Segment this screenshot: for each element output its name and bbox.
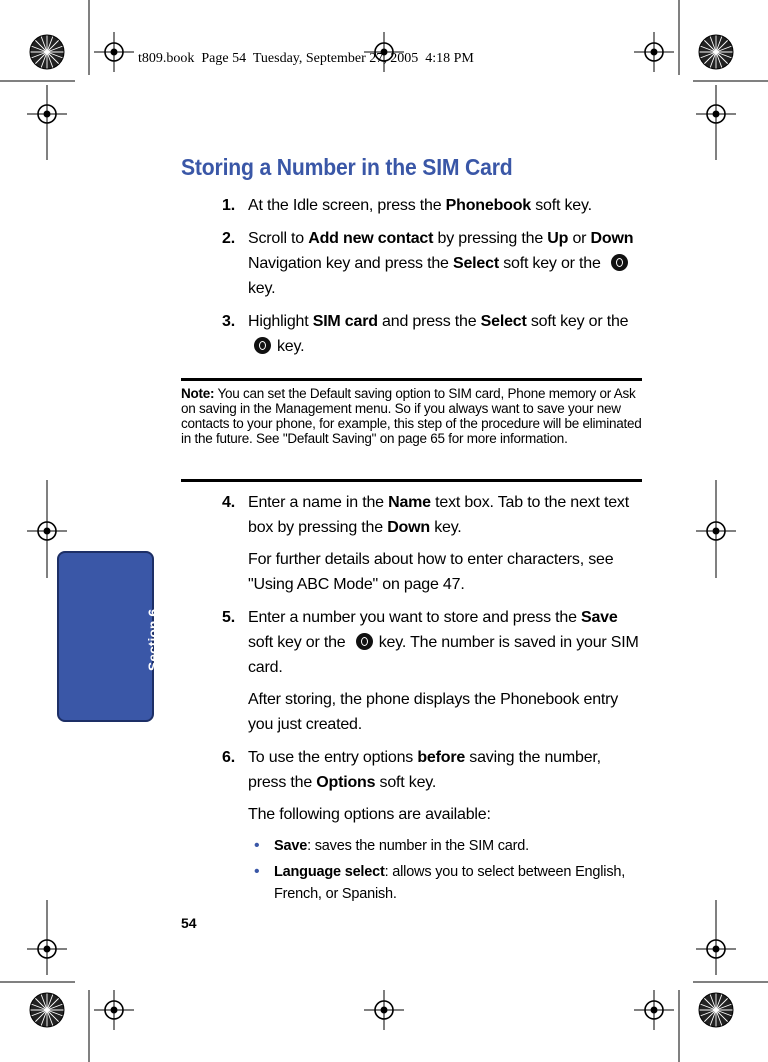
step-number: 3.: [222, 313, 235, 330]
section-tab: [57, 551, 154, 722]
note-label: Note:: [181, 386, 215, 401]
step-text: key.: [277, 338, 305, 355]
bullet-icon: •: [254, 863, 260, 880]
step-number: 1.: [222, 197, 235, 214]
options-list: [248, 835, 642, 905]
step-text: Scroll to: [248, 230, 309, 247]
step-number: 4.: [222, 494, 235, 511]
list-item: [248, 861, 642, 905]
step-keyword: Options: [316, 774, 376, 791]
step-keyword: Add new contact: [308, 230, 434, 247]
step-keyword: SIM card: [312, 313, 378, 330]
step-text: and press the: [377, 313, 481, 330]
step-keyword: Down: [387, 519, 430, 536]
steps-list-second: [222, 490, 642, 913]
step-text: Navigation key and press the: [248, 255, 453, 272]
step-note: For further details about how to enter characters, see "Using ABC Mode" on page 47.: [248, 551, 614, 593]
select-key-icon: [356, 633, 373, 650]
step-text: by pressing the: [433, 230, 548, 247]
note-box: [181, 378, 642, 482]
step-keyword: Up: [547, 230, 569, 247]
step-keyword: Down: [590, 230, 634, 247]
step-6: [222, 745, 642, 905]
step-keyword: before: [417, 749, 466, 766]
step-text: soft key or the: [498, 255, 605, 272]
step-4: [222, 490, 642, 597]
step-text: At the Idle screen, press the: [248, 197, 446, 214]
print-header: t809.book Page 54 Tuesday, September 27, 2005 4:18 PM: [138, 51, 474, 66]
step-keyword: Phonebook: [445, 197, 531, 214]
step-text: text box. Tab to the next text box by pressing the: [248, 494, 629, 536]
step-number: 6.: [222, 749, 235, 766]
note-text: You can set the Default saving option to SIM card, Phone memory or Ask on saving in the Management menu. So if you always want to save your new contacts to your phone, for example, this step of the procedure will be eliminated in the future. See "Default Saving" on page 65 for more information.: [181, 386, 642, 446]
step-1: [222, 193, 642, 218]
option-term: Language select: [274, 864, 385, 880]
step-keyword: Select: [480, 313, 527, 330]
select-key-icon: [254, 337, 271, 354]
step-note: After storing, the phone displays the Phonebook entry you just created.: [248, 691, 619, 733]
step-keyword: Select: [453, 255, 499, 272]
step-text: soft key or the: [526, 313, 629, 330]
step-text: soft key.: [375, 774, 437, 791]
step-3: [222, 309, 642, 359]
option-description: : saves the number in the SIM card.: [307, 838, 529, 854]
step-5: [222, 605, 642, 737]
step-2: [222, 226, 642, 301]
step-text: key.: [429, 519, 462, 536]
list-item: [248, 835, 642, 857]
option-description: : allows you to select between English, French, or Spanish.: [274, 864, 626, 902]
step-text: key.: [248, 280, 276, 297]
bullet-icon: •: [254, 837, 260, 854]
option-term: Save: [274, 838, 308, 854]
step-note: The following options are available:: [248, 806, 491, 823]
page-number: 54: [181, 915, 197, 931]
step-text: key. The number is saved in your SIM card.: [248, 634, 639, 676]
step-text: To use the entry options: [248, 749, 418, 766]
step-keyword: Save: [581, 609, 618, 626]
step-number: 2.: [222, 230, 235, 247]
step-text: soft key.: [530, 197, 592, 214]
step-text: Highlight: [248, 313, 313, 330]
step-keyword: Name: [388, 494, 431, 511]
step-text: Enter a name in the: [248, 494, 389, 511]
step-text: Enter a number you want to store and press the: [248, 609, 582, 626]
step-text: saving the number, press the: [248, 749, 601, 791]
step-text: soft key or the: [248, 634, 350, 651]
section-tab-label: Section 6: [145, 608, 161, 672]
steps-list-first: [222, 193, 642, 367]
step-text: or: [568, 230, 591, 247]
step-number: 5.: [222, 609, 235, 626]
page-title: Storing a Number in the SIM Card: [181, 154, 513, 180]
select-key-icon: [611, 254, 628, 271]
